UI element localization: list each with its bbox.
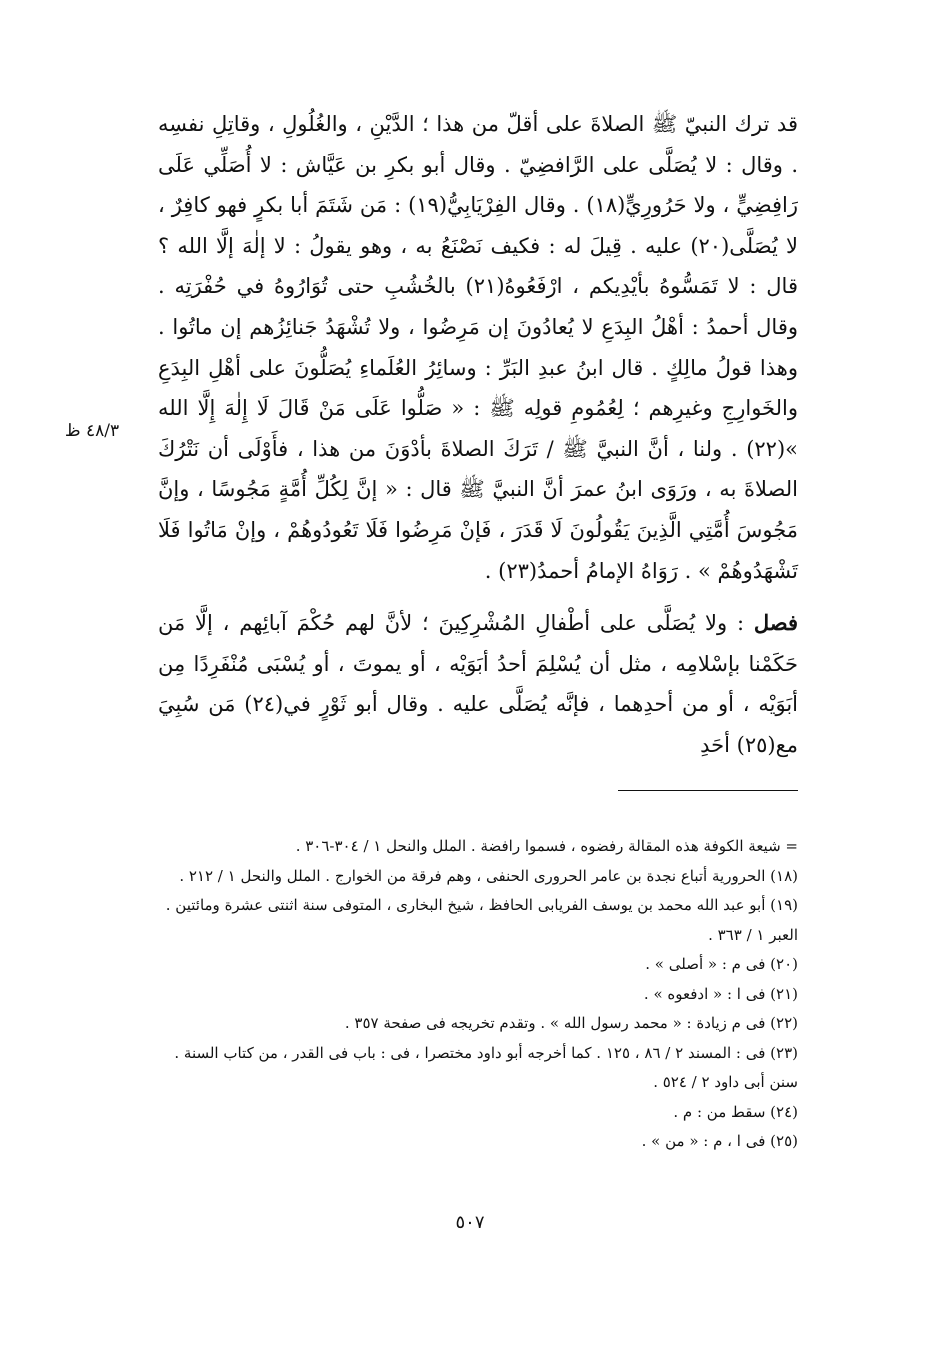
section-text: : ولا يُصَلَّى على أطْفالِ المُشْرِكِينَ ؛ لأنَّ لهم حُكْمَ آبائِهم ، إلَّا مَن حَكَمْنا بإسْلامِه ، مثل أن يُسْلِمَ أحدُ أبَوَيْه ، أو يموتَ ، أو يُسْبَى مُنْفَرِدًا مِن أبَوَيْه ، أو من أحدِهما ، فإنَّه يُصَلَّى عليه . وقال أبو ثَوْرٍ في(٢٤) مَن سُبِيَ مع(٢٥) أحَدِ [158, 611, 798, 757]
footnotes [158, 832, 798, 1157]
page-number: ٥٠٧ [455, 1212, 485, 1233]
footnote-separator [618, 790, 798, 791]
footnote-18: (١٨) الحرورية أتباع نجدة بن عامر الحرورى الحنفى ، وهم فرقة من الخوارج . الملل والنحل ١ / ٢١٢ . [179, 866, 798, 885]
footnote-25: (٢٥) فى ا ، م : « من » . [641, 1132, 798, 1150]
margin-manuscript-reference: ٤٨/٣ ظ [64, 421, 120, 441]
footnote-23: (٢٣) فى : المسند ٢ / ٨٦ ، ١٢٥ . كما أخرجه أبو داود مختصرا ، فى : باب فى القدر ، من كتاب السنة . سنن أبى داود ٢ / ٥٢٤ . [174, 1043, 798, 1091]
footnote-20: (٢٠) فى م : « أصلى » . [645, 955, 798, 973]
footnote-19: (١٩) أبو عبد الله محمد بن يوسف الفريابى الحافظ ، شيخ البخارى ، المتوفى سنة اثنتى عشرة ومائتين . العبر ١ / ٣٦٣ . [165, 896, 798, 944]
footnote-22: (٢٢) فى م زيادة : « محمد رسول الله » . وتقدم تخريجه فى صفحة ٣٥٧ . [344, 1014, 798, 1032]
footnote-21: (٢١) فى ا : « ادفعوه » . [643, 984, 798, 1003]
section-heading: فصل [753, 610, 798, 636]
footnote-24: (٢٤) سقط من : م . [673, 1102, 798, 1121]
main-text [158, 104, 798, 766]
body-paragraph: قد ترك النبيّ ﷺ الصلاةَ على أقلّ من هذا ؛ الدَّيْنِ ، والغُلُولِ ، وقاتِلِ نفسِه . وقال : لا يُصَلَّى على الرَّافضِيّ . وقال أبو بكرِ بن عَيَّاش : لا أُصَلِّي عَلَى رَافِضِيٍّ ، ولا حَرُورِيٍّ(١٨) . وقال الفِرْيَابِيُّ(١٩) : مَن شَتَمَ أبا بكرٍ فهو كافِرٌ ، لا يُصَلَّى(٢٠) عليه . قِيلَ له : فكيف نَصْنَعُ به ، وهو يقولُ : لا إلٰهَ إلَّا الله ؟ قال : لا تَمَسُّوهُ بأيْدِيكم ، ارْفَعُوهُ(٢١) بالخُشُبِ حتى تُوَارُوهُ في حُفْرَتِه . وقال أحمدُ : أهْلُ البِدَعِ لا يُعادُونَ إن مَرِضُوا ، ولا تُشْهَدُ جَنائِزُهم إن ماتُوا . وهذا قولُ مالِكٍ . قال ابنُ عبدِ البَرِّ : وسائِرُ العُلَماءِ يُصَلُّونَ على أهْلِ البِدَعِ والخَوارِجِ وغيرِهم ؛ لِعُمُومِ قولِه ﷺ : « صَلُّوا عَلَى مَنْ قَالَ لَا إِلٰهَ إِلَّا الله »(٢٢) . ولنا ، أنَّ النبيَّ ﷺ / تَرَكَ الصلاةَ بأدْوَنَ من هذا ، فأَوْلَى أن نَتْرُكَ الصلاةَ به ، ورَوَى ابنُ عمرَ أنَّ النبيَّ ﷺ قال : « إنَّ لِكُلِّ أُمَّةٍ مَجُوسًا ، وإنَّ مَجُوسَ أُمَّتِي الَّذِينَ يَقُولُونَ لَا قَدَرَ ، فَإنْ مَرِضُوا فَلَا تَعُودُوهُمْ ، وإنْ مَاتُوا فَلَا تَشْهَدُوهُمْ » . رَوَاهُ الإمامُ أحمدُ(٢٣) . [158, 112, 799, 583]
section-paragraph [158, 603, 798, 765]
footnote-continuation: = شيعة الكوفة هذه المقالة رفضوه ، فسموا رافضة . الملل والنحل ١ / ٣٠٤-٣٠٦ . [295, 837, 798, 855]
